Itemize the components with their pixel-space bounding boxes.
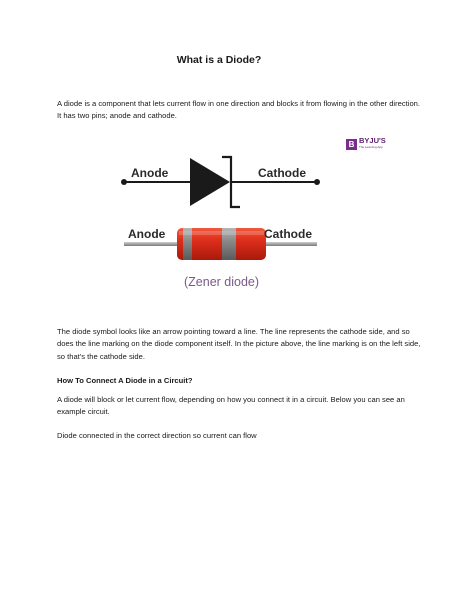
component-anode-lead	[124, 242, 180, 246]
component-caption: (Zener diode)	[184, 275, 260, 289]
body-highlight	[179, 231, 264, 235]
zener-diode-component	[124, 227, 317, 289]
component-cathode-label: Cathode	[264, 227, 312, 241]
page-title: What is a Diode?	[176, 54, 262, 66]
logo-mark-icon: B	[346, 139, 357, 150]
symbol-explanation-paragraph: The diode symbol looks like an arrow pointing toward a line. The line represents the cathode side, and so does the line marking on the diode component itself. In the picture above, the line marking is on the left side, so that's the cathode side.	[57, 327, 421, 361]
component-anode-label: Anode	[128, 227, 166, 241]
component-cathode-lead	[263, 242, 317, 246]
symbol-cathode-label: Cathode	[258, 166, 306, 180]
circuit-caption-paragraph: Diode connected in the correct direction so current can flow	[57, 431, 257, 440]
symbol-anode-terminal	[121, 179, 127, 185]
section-heading: How To Connect A Diode in a Circuit?	[57, 376, 193, 385]
connect-paragraph: A diode will block or let current flow, depending on how you connect it in a circuit. Below you can see an example circuit.	[57, 395, 405, 417]
logo-tagline: The Learning App	[359, 145, 383, 149]
symbol-anode-label: Anode	[131, 166, 169, 180]
logo-name: BYJU'S	[359, 136, 386, 145]
diode-symbol	[121, 157, 320, 207]
intro-paragraph: A diode is a component that lets current flow in one direction and blocks it from flowing in the other direction. It has two pins; anode and cathode.	[57, 99, 421, 121]
diode-triangle-icon	[190, 158, 230, 206]
symbol-cathode-terminal	[314, 179, 320, 185]
